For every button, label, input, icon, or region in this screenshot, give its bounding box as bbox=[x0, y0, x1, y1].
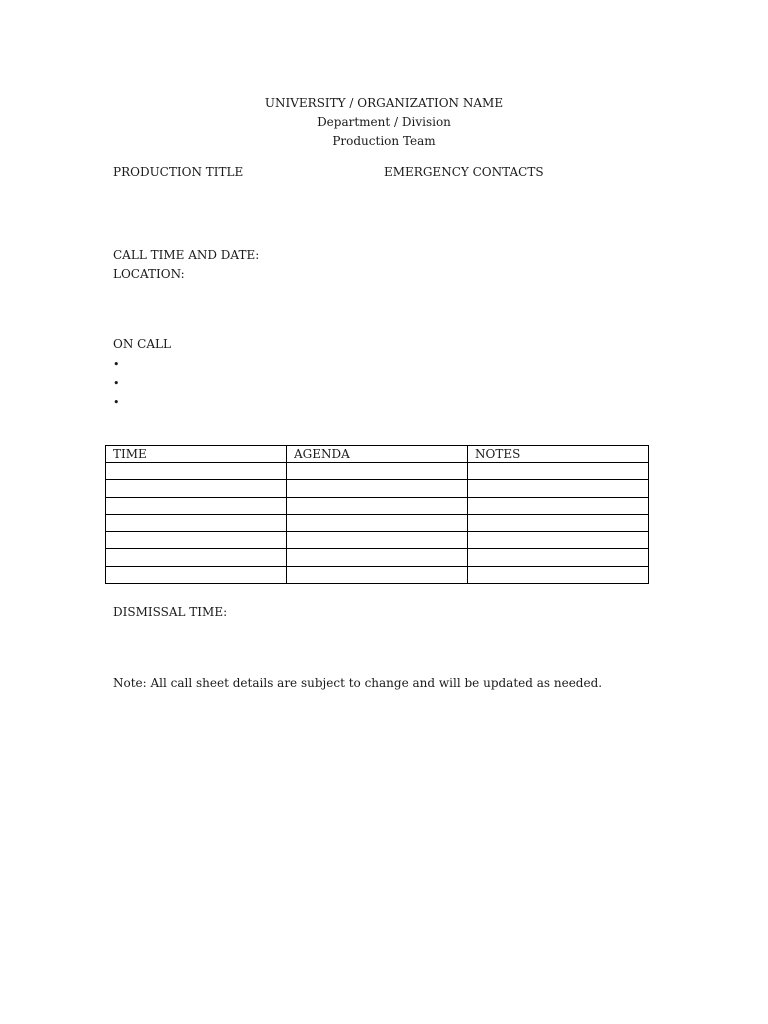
on-call-bullet: • bbox=[113, 396, 120, 409]
on-call-label: ON CALL bbox=[113, 337, 171, 351]
table-row bbox=[106, 566, 649, 583]
agenda-table bbox=[105, 445, 649, 584]
document-header bbox=[0, 94, 768, 151]
notes-cell bbox=[468, 532, 649, 549]
table-row bbox=[106, 463, 649, 480]
agenda-cell bbox=[287, 549, 468, 566]
notes-cell bbox=[468, 549, 649, 566]
organization-name: UNIVERSITY / ORGANIZATION NAME bbox=[264, 96, 504, 110]
dismissal-time-label: DISMISSAL TIME: bbox=[113, 605, 228, 619]
notes-cell bbox=[468, 497, 649, 514]
table-row bbox=[106, 497, 649, 514]
agenda-cell bbox=[287, 566, 468, 583]
table-row bbox=[106, 532, 649, 549]
on-call-list bbox=[113, 355, 120, 412]
notes-cell bbox=[468, 514, 649, 531]
emergency-contacts-label: EMERGENCY CONTACTS bbox=[384, 165, 544, 179]
time-cell bbox=[106, 532, 287, 549]
time-cell bbox=[106, 549, 287, 566]
time-cell bbox=[106, 497, 287, 514]
on-call-bullet: • bbox=[113, 377, 120, 390]
disclaimer-note: Note: All call sheet details are subject to change and will be updated as needed. bbox=[113, 676, 603, 690]
notes-column-header: NOTES bbox=[468, 446, 649, 463]
time-cell bbox=[106, 480, 287, 497]
call-time-date-label: CALL TIME AND DATE: bbox=[113, 248, 260, 262]
table-row bbox=[106, 549, 649, 566]
time-column-header: TIME bbox=[106, 446, 287, 463]
table-row bbox=[106, 480, 649, 497]
agenda-column-header: AGENDA bbox=[287, 446, 468, 463]
agenda-cell bbox=[287, 514, 468, 531]
team-name: Production Team bbox=[332, 134, 436, 148]
table-row bbox=[106, 514, 649, 531]
time-cell bbox=[106, 463, 287, 480]
agenda-cell bbox=[287, 497, 468, 514]
notes-cell bbox=[468, 566, 649, 583]
department-name: Department / Division bbox=[317, 115, 451, 129]
production-title-label: PRODUCTION TITLE bbox=[113, 165, 244, 179]
agenda-cell bbox=[287, 532, 468, 549]
location-label: LOCATION: bbox=[113, 267, 185, 281]
time-cell bbox=[106, 514, 287, 531]
notes-cell bbox=[468, 463, 649, 480]
notes-cell bbox=[468, 480, 649, 497]
agenda-cell bbox=[287, 480, 468, 497]
agenda-cell bbox=[287, 463, 468, 480]
table-header-row bbox=[106, 446, 649, 463]
on-call-bullet: • bbox=[113, 358, 120, 371]
time-cell bbox=[106, 566, 287, 583]
